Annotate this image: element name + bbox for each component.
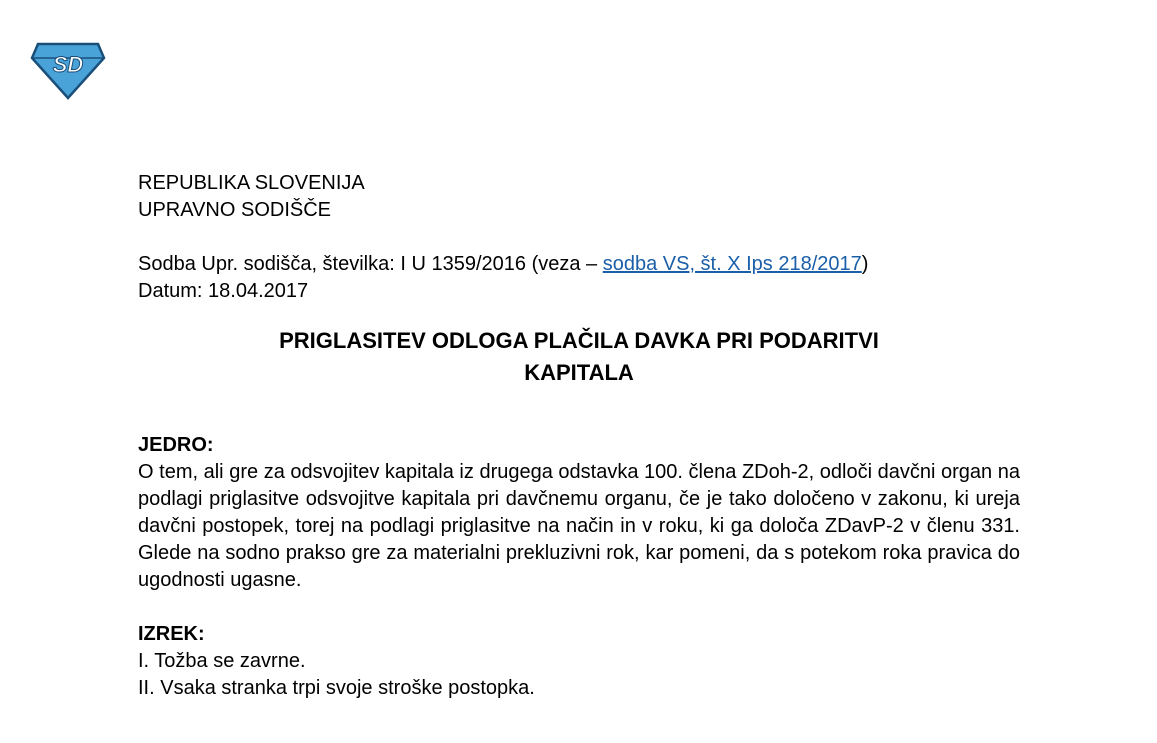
izrek-heading: IZREK: (138, 623, 205, 645)
document-title-line-1: PRIGLASITEV ODLOGA PLAČILA DAVKA PRI PODARITVI (279, 328, 879, 353)
logo-lettering: SD (52, 52, 84, 77)
header-court: UPRAVNO SODIŠČE (138, 199, 331, 221)
related-case-link[interactable]: sodba VS, št. X Ips 218/2017 (602, 253, 862, 275)
izrek-item-1: I. Tožba se zavrne. (138, 650, 306, 672)
header-country: REPUBLIKA SLOVENIJA (138, 172, 365, 194)
document-body (138, 170, 1020, 702)
izrek-section (138, 621, 1020, 702)
jedro-heading: JEDRO: (138, 434, 214, 456)
izrek-item-2: II. Vsaka stranka trpi svoje stroške postopka. (138, 677, 535, 699)
case-reference-prefix: Sodba Upr. sodišča, številka: I U 1359/2016 (veza – (138, 253, 603, 275)
jedro-section (138, 432, 1020, 594)
logo-svg (30, 38, 106, 102)
case-reference (138, 251, 1020, 278)
diamond-emblem-icon (30, 38, 106, 102)
document-title (138, 325, 1020, 389)
case-reference-suffix: ) (861, 253, 869, 275)
document-title-line-2: KAPITALA (524, 360, 634, 385)
jedro-text: O tem, ali gre za odsvojitev kapitala iz drugega odstavka 100. člena ZDoh-2, odloči davčni organ na podlagi priglasitve odsvojitve kapitala pri davčnemu organu, če je tako določeno v zakonu, ki ureja davčni postopek, torej na podlagi priglasitve na način in v roku, ki ga določa ZDavP-2 v členu 331. Glede na sodno prakso gre za materialni prekluzivni rok, kar pomeni, da s potekom roka pravica do ugodnosti ugasne. (138, 461, 1020, 591)
case-date: Datum: 18.04.2017 (138, 280, 309, 302)
